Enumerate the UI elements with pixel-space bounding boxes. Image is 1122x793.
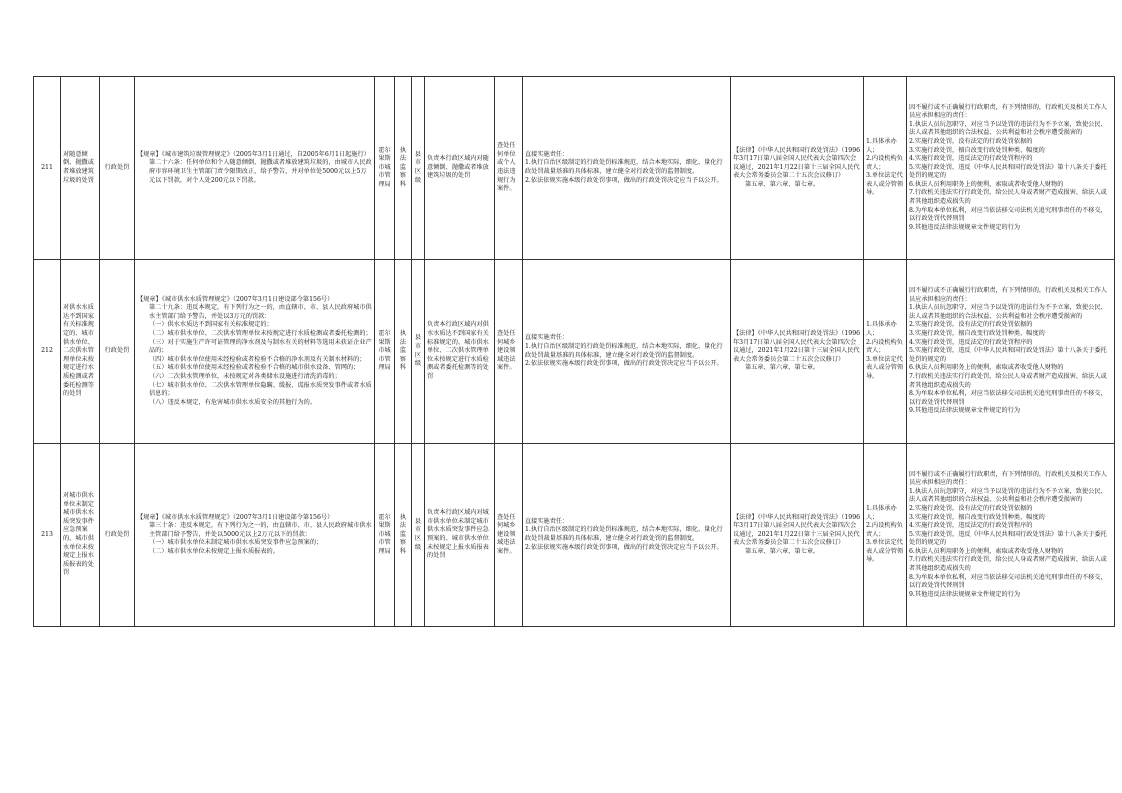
- resp-line: 直接实施责任：: [525, 517, 569, 525]
- resp-line: 1.执行自治区级制定的行政处罚标准规范，结合本地实际，细化、量化行政处罚裁量基准的具体标准，建立健全对行政处罚的监督制度。: [525, 342, 723, 359]
- law-line: 【法律】《中华人民共和国行政处罚法》（1996年3月17日第八届全国人民代表大会第四次会议通过，2021年1月22日第十三届全国人民代表大会常务委员会第二十五次会议修订）: [733, 513, 861, 547]
- liability-circumstances: [907, 260, 1115, 444]
- liability-line: 2.实施行政处罚，没有法定的行政处罚依据的: [909, 137, 1033, 145]
- liability-line: 因不履行或不正确履行行政职责，有下列情形的，行政机关及相关工作人员应承担相应的责任：: [909, 470, 1107, 487]
- implementation-responsibility: [523, 260, 731, 444]
- item-content: 负责本行政区域内对随意倾倒、抛撒或者堆放建筑垃圾的处罚: [425, 77, 495, 260]
- basis-line: 【规章】《城市供水水质管理规定》（2007年3月1日建设部令第156号）: [137, 295, 334, 303]
- liability-line: 6.执法人员利用职务上的便利，索取或者收受他人财物的: [909, 547, 1064, 555]
- resp-line: 1.执行自治区级制定的行政处罚标准规范，结合本地实际，细化、量化行政处罚裁量基准的具体标准，建立健全对行政处罚的监督制度。: [525, 159, 723, 175]
- basis-line: 第二十六条：任何单位和个人随意倾倒、抛撒或者堆放建筑垃圾的，由城市人民政府市容环境卫生主管部门责令限期改正，给予警告，并对单位处5000元以上5万元以下罚款，对个人处200元以下罚款。: [149, 159, 372, 184]
- liability-line: 8.为牟取本单位私利，对应当依法移交司法机关追究刑事责任的不移交，以行政处罚代替刑罚: [909, 573, 1107, 590]
- liability-line: 4.实施行政处罚，违反法定的行政处罚程序的: [909, 522, 1033, 530]
- law-line: 第五章、第六章、第七章。: [745, 364, 820, 372]
- liability-line: 6.执法人员利用职务上的便利，索取或者收受他人财物的: [909, 364, 1064, 372]
- liability-line: 8.为牟取本单位私利，对应当依法移交司法机关追究刑事责任的不移交，以行政处罚代替刑罚: [909, 390, 1107, 406]
- liability-line: 9.其他违反法律法规规章文件规定的行为: [909, 407, 1021, 415]
- liability-line: 6.执法人员利用职务上的便利，索取或者收受他人财物的: [909, 180, 1064, 188]
- resp-line: 2.依法依规实施本级行政处罚事项，做出的行政处罚决定应当予以公开。: [525, 543, 723, 551]
- basis-line: （七）城市供水单位、二次供水管理单位隐瞒、缓报、谎报水质突发事件或者水质信息的；: [149, 381, 372, 398]
- legal-basis: [135, 444, 375, 627]
- responsibility-table: [33, 76, 1115, 627]
- item-number: 213: [34, 444, 61, 627]
- liability-line: 4.实施行政处罚，违反法定的行政处罚程序的: [909, 155, 1033, 163]
- item-content: 负责本行政区域内对城市供水单位未制定城市供水水质突发事件应急预案的、城市供水单位未按规定上报水质报表的处罚: [425, 444, 495, 627]
- liability-circumstances: [907, 77, 1115, 260]
- implementing-unit: 执法监察科: [395, 260, 412, 444]
- subject-line: 2.内设机构负责人；: [866, 338, 903, 355]
- liability-line: 9.其他违反法律法规规章文件规定的行为: [909, 223, 1021, 231]
- implementing-agency: 霍尔果斯市城市管理局: [375, 444, 395, 627]
- basis-line: （四）城市供水单位使用未经检验或者检验不合格的净水剂及有关制水材料的；: [149, 355, 366, 363]
- basis-line: 【规章】《城市供水水质管理规定》（2007年3月1日建设部令第156号）: [137, 513, 334, 521]
- subject-line: 2.内设机构负责人；: [866, 155, 903, 171]
- liability-line: 5.实施行政处罚，违反《中华人民共和国行政处罚法》第十八条关于委托处罚的规定的: [909, 530, 1107, 547]
- table-row: [34, 444, 1115, 627]
- liability-line: 5.实施行政处罚，违反《中华人民共和国行政处罚法》第十八条关于委托处罚的规定的: [909, 163, 1107, 180]
- liability-line: 因不履行或不正确履行行政职责，有下列情形的，行政机关及相关工作人员应承担相应的责任：: [909, 103, 1107, 120]
- accountability-law: [731, 444, 864, 627]
- subject-line: 1.具体承办人；: [866, 137, 897, 154]
- law-line: 【法律】《中华人民共和国行政处罚法》（1996年3月17日第八届全国人民代表大会第四次会议通过，2021年1月22日第十三届全国人民代表大会常务委员会第二十五次会议修订）: [733, 146, 861, 180]
- item-content: 负责本行政区域内对供水水质达不到国家有关标准规定的、城市供水单位、二次供水管理单位未按规定进行水质检测或者委托检测等的处罚: [425, 260, 495, 444]
- item-name: 对随意倾倒、抛撒或者堆放建筑垃圾的处罚: [61, 77, 100, 260]
- subject-line: 1.具体承办人；: [866, 504, 897, 521]
- table-row: [34, 77, 1115, 260]
- item-category: 行政处罚: [100, 77, 135, 260]
- implementing-agency: 霍尔果斯市城市管理局: [375, 77, 395, 260]
- responsible-subjects: [864, 77, 907, 260]
- subject-line: 3.单位法定代表人或分管领导。: [866, 172, 904, 197]
- liability-line: 7.行政机关违法实行行政处罚，给公民人身或者财产造成损害、给法人或者其他组织造成损失的: [909, 189, 1107, 206]
- item-number: 211: [34, 77, 61, 260]
- liability-line: 因不履行或不正确履行行政职责，有下列情形的，行政机关及相关工作人员应承担相应的责任：: [909, 287, 1107, 303]
- liability-line: 8.为牟取本单位私利，对应当依法移交司法机关追究刑事责任的不移交，以行政处罚代替刑罚: [909, 206, 1107, 223]
- accountability-law: [731, 260, 864, 444]
- department-duty: 查处任何单位或个人违法违规行为案件。: [495, 77, 523, 260]
- liability-line: 1.执法人员玩忽职守，对应当予以处罚的违法行为不予立案，致使公民、法人或者其他组织的合法权益、公共利益和社会秩序遭受损害的: [909, 487, 1107, 504]
- basis-line: （八）违反本规定，有危害城市供水水质安全的其他行为的。: [149, 398, 317, 406]
- liability-line: 3.实施行政处罚，擅自改变行政处罚种类、幅度的: [909, 513, 1045, 521]
- basis-line: （五）城市供水单位使用未经检验或者检验不合格的城市供水设备、管网的；: [149, 364, 360, 372]
- liability-line: 2.实施行政处罚，没有法定的行政处罚依据的: [909, 504, 1033, 512]
- legal-basis: [135, 77, 375, 260]
- basis-line: （一）供水水质达不到国家有关标准规定的；: [149, 321, 273, 329]
- item-category: 行政处罚: [100, 260, 135, 444]
- implementation-responsibility: [523, 77, 731, 260]
- item-name: 对城市供水单位未制定城市供水水质突发事件应急预案的、城市供水单位未按规定上报水质报表的处罚: [61, 444, 100, 627]
- liability-line: 3.实施行政处罚，擅自改变行政处罚种类、幅度的: [909, 330, 1045, 338]
- basis-line: （六）二次供水管理单位，未按规定对各类储水设施进行清洗消毒的；: [149, 372, 341, 380]
- liability-line: 4.实施行政处罚，违反法定的行政处罚程序的: [909, 338, 1033, 346]
- administrative-level: 县市区级: [412, 260, 425, 444]
- liability-line: 2.实施行政处罚，没有法定的行政处罚依据的: [909, 321, 1033, 329]
- table-row: [34, 260, 1115, 444]
- liability-line: 7.行政机关违法实行行政处罚，给公民人身或者财产造成损害、给法人或者其他组织造成损失的: [909, 556, 1107, 573]
- law-line: 第五章、第六章、第七章。: [745, 180, 820, 188]
- liability-line: 1.执法人员玩忽职守，对应当予以处罚的违法行为不予立案，致使公民、法人或者其他组织的合法权益、公共利益和社会秩序遭受损害的: [909, 120, 1107, 137]
- implementing-agency: 霍尔果斯市城市管理局: [375, 260, 395, 444]
- subject-line: 2.内设机构负责人；: [866, 522, 903, 538]
- implementing-unit: 执法监察科: [395, 444, 412, 627]
- department-duty: 查处任何城乡建设领域违法案件。: [495, 444, 523, 627]
- department-duty: 查处任何城乡建设领域违法案件。: [495, 260, 523, 444]
- liability-line: 3.实施行政处罚，擅自改变行政处罚种类、幅度的: [909, 146, 1045, 154]
- liability-line: 9.其他违反法律法规规章文件规定的行为: [909, 590, 1021, 598]
- subject-line: 1.具体承办人；: [866, 321, 897, 338]
- law-line: 第五章、第六章、第七章。: [745, 547, 820, 555]
- legal-basis: [135, 260, 375, 444]
- basis-line: 第三十条：违反本规定，有下列行为之一的，由直辖市、市、县人民政府城市供水主管部门给予警告，并处以5000元以上2万元以下的罚款：: [149, 522, 372, 538]
- implementing-unit: 执法监察科: [395, 77, 412, 260]
- responsible-subjects: [864, 260, 907, 444]
- administrative-level: 县市区级: [412, 444, 425, 627]
- responsible-subjects: [864, 444, 907, 627]
- resp-line: 直接实施责任：: [525, 334, 569, 342]
- item-number: 212: [34, 260, 61, 444]
- administrative-level: 县市区级: [412, 77, 425, 260]
- basis-line: 第二十九条：违反本规定，有下列行为之一的，由直辖市、市、县人民政府城市供水主管部门给予警告，并处以3万元的罚款：: [149, 304, 372, 320]
- basis-line: （二）城市供水单位、二次供水管理单位未按规定进行水质检测或者委托检测的；: [149, 330, 372, 338]
- resp-line: 直接实施责任：: [525, 150, 569, 158]
- liability-circumstances: [907, 444, 1115, 627]
- item-category: 行政处罚: [100, 444, 135, 627]
- basis-line: 【规章】《城市建筑垃圾管理规定》（2005年3月1日通过，自2005年6月1日起施行）: [137, 150, 370, 158]
- law-line: 【法律】《中华人民共和国行政处罚法》（1996年3月17日第八届全国人民代表大会第四次会议通过，2021年1月22日第十三届全国人民代表大会常务委员会第二十五次会议修订）: [733, 330, 861, 363]
- basis-line: （三）对于实施生产许可证管理的净水剂及与制水有关的材料等选用未获证企业产品的；: [149, 338, 372, 355]
- resp-line: 2.依法依规实施本级行政处罚事项，做出的行政处罚决定应当予以公开。: [525, 360, 723, 368]
- resp-line: 1.执行自治区级制定的行政处罚标准规范，结合本地实际，细化、量化行政处罚裁量基准的具体标准，建立健全对行政处罚的监督制度。: [525, 526, 723, 542]
- subject-line: 3.单位法定代表人或分管领导。: [866, 355, 904, 380]
- subject-line: 3.单位法定代表人或分管领导。: [866, 539, 904, 564]
- accountability-law: [731, 77, 864, 260]
- liability-line: 5.实施行政处罚，违反《中华人民共和国行政处罚法》第十八条关于委托处罚的规定的: [909, 347, 1107, 363]
- liability-line: 7.行政机关违法实行行政处罚，给公民人身或者财产造成损害、给法人或者其他组织造成损失的: [909, 372, 1107, 389]
- basis-line: （二）城市供水单位未按规定上报水质报表的。: [149, 547, 279, 555]
- liability-line: 1.执法人员玩忽职守，对应当予以处罚的违法行为不予立案，致使公民、法人或者其他组织的合法权益、公共利益和社会秩序遭受损害的: [909, 304, 1107, 320]
- resp-line: 2.依法依规实施本级行政处罚事项，做出的行政处罚决定应当予以公开。: [525, 176, 723, 184]
- implementation-responsibility: [523, 444, 731, 627]
- item-name: 对供水水质达不到国家有关标准规定的、城市供水单位、二次供水管理单位未按规定进行水质检测或者委托检测等的处罚: [61, 260, 100, 444]
- basis-line: （一）城市供水单位未制定城市供水水质突发事件应急预案的；: [149, 539, 323, 547]
